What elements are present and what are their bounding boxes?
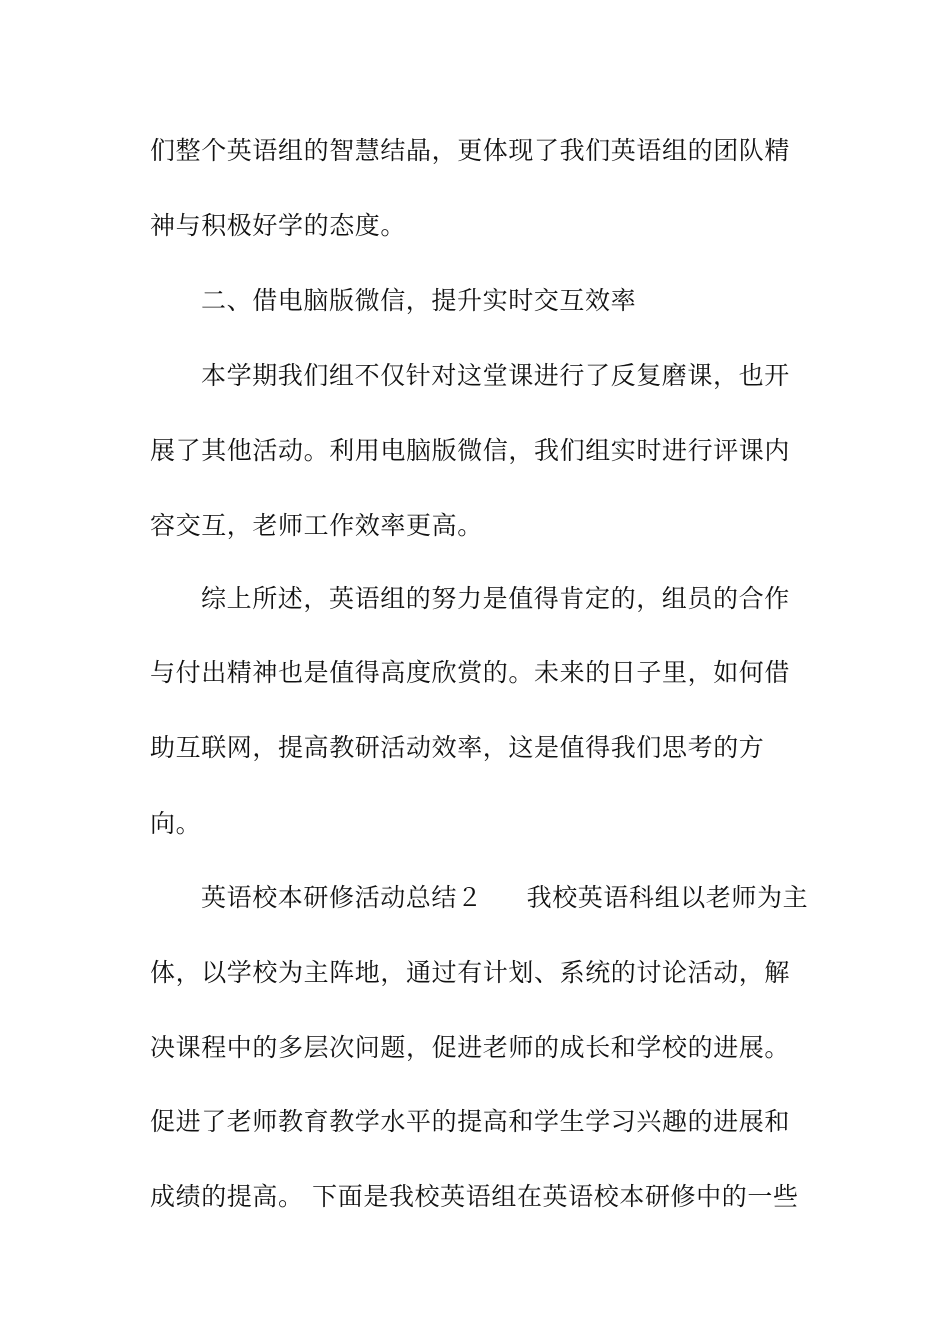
paragraph-line: 向。 [150,809,202,838]
section-heading: 二、借电脑版微信，提升实时交互效率 [201,286,637,315]
paragraph-line: 展了其他活动。利用电脑版微信，我们组实时进行评课内 [150,436,791,465]
paragraph-line: 促进了老师教育教学水平的提高和学生学习兴趣的进展和 [150,1107,791,1136]
paragraph-line: 们整个英语组的智慧结晶，更体现了我们英语组的团队精 [150,136,791,165]
summary-title: 英语校本研修活动总结２ [201,883,483,912]
paragraph-line: 决课程中的多层次问题，促进老师的成长和学校的进展。 [150,1033,791,1062]
paragraph-line: 本学期我们组不仅针对这堂课进行了反复磨课，也开 [201,361,790,390]
paragraph-line: 综上所述，英语组的努力是值得肯定的，组员的合作 [201,584,790,613]
paragraph-line: 神与积极好学的态度。 [150,211,407,240]
paragraph-line: 容交互，老师工作效率更高。 [150,511,483,540]
paragraph-line: 助互联网，提高教研活动效率，这是值得我们思考的方 [150,733,765,762]
paragraph-line: 成绩的提高。 下面是我校英语组在英语校本研修中的一些 [150,1182,799,1211]
summary-title-line [201,883,808,913]
summary-intro: 我校英语科组以老师为主 [526,883,809,912]
paragraph-line: 体，以学校为主阵地，通过有计划、系统的讨论活动，解 [150,958,791,987]
paragraph-line: 与付出精神也是值得高度欣赏的。未来的日子里，如何借 [150,658,791,687]
